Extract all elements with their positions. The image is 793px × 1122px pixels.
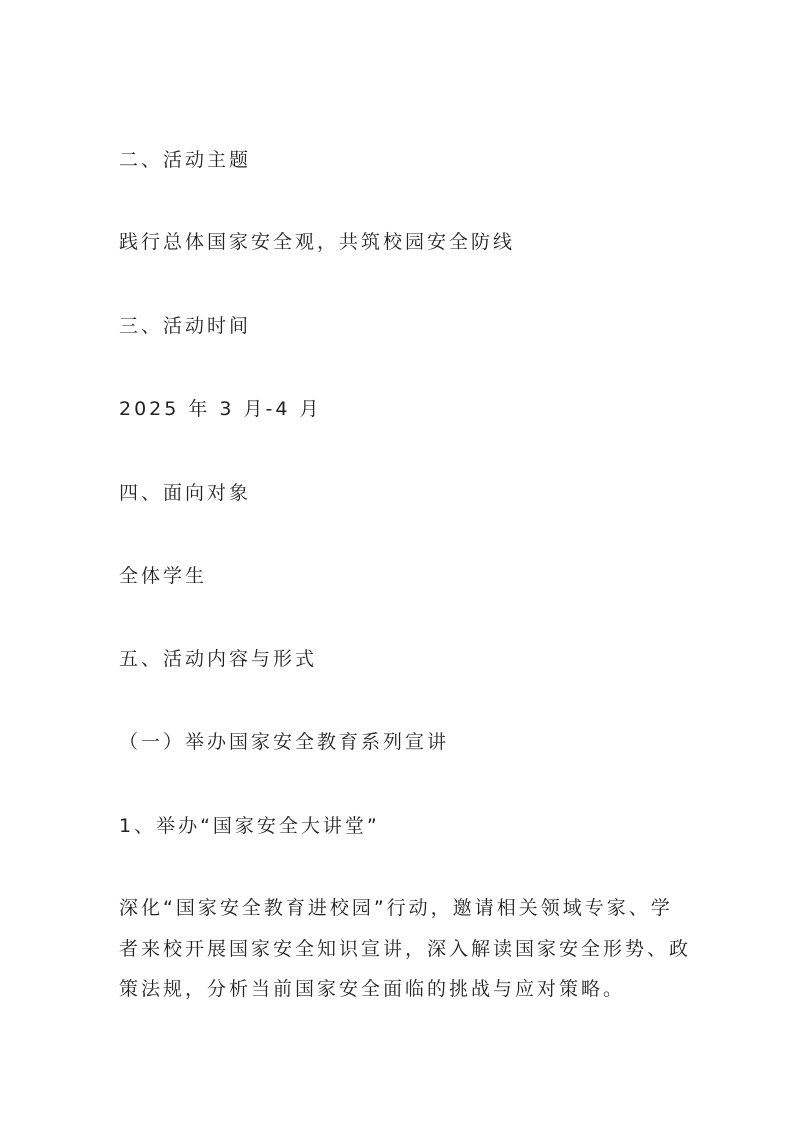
section-heading-time: 三、活动时间 <box>119 315 252 337</box>
paragraph-line: 深化“国家安全教育进校园”行动，邀请相关领域专家、学 <box>119 897 673 919</box>
section-heading-theme: 二、活动主题 <box>119 149 252 171</box>
paragraph-line: 策法规，分析当前国家安全面临的挑战与应对策略。 <box>119 978 626 1000</box>
section-heading-content: 五、活动内容与形式 <box>119 648 318 670</box>
time-text: 2025 年 3 月-4 月 <box>119 398 322 420</box>
body-paragraph <box>119 888 692 1010</box>
section-heading-audience: 四、面向对象 <box>119 482 252 504</box>
subsection-heading: （一）举办国家安全教育系列宣讲 <box>119 731 450 753</box>
paragraph-line: 者来校开展国家安全知识宣讲，深入解读国家安全形势、政 <box>119 937 692 960</box>
item-heading: 1、举办“国家安全大讲堂” <box>119 815 380 837</box>
audience-text: 全体学生 <box>119 565 208 587</box>
theme-text: 践行总体国家安全观，共筑校园安全防线 <box>119 231 516 253</box>
